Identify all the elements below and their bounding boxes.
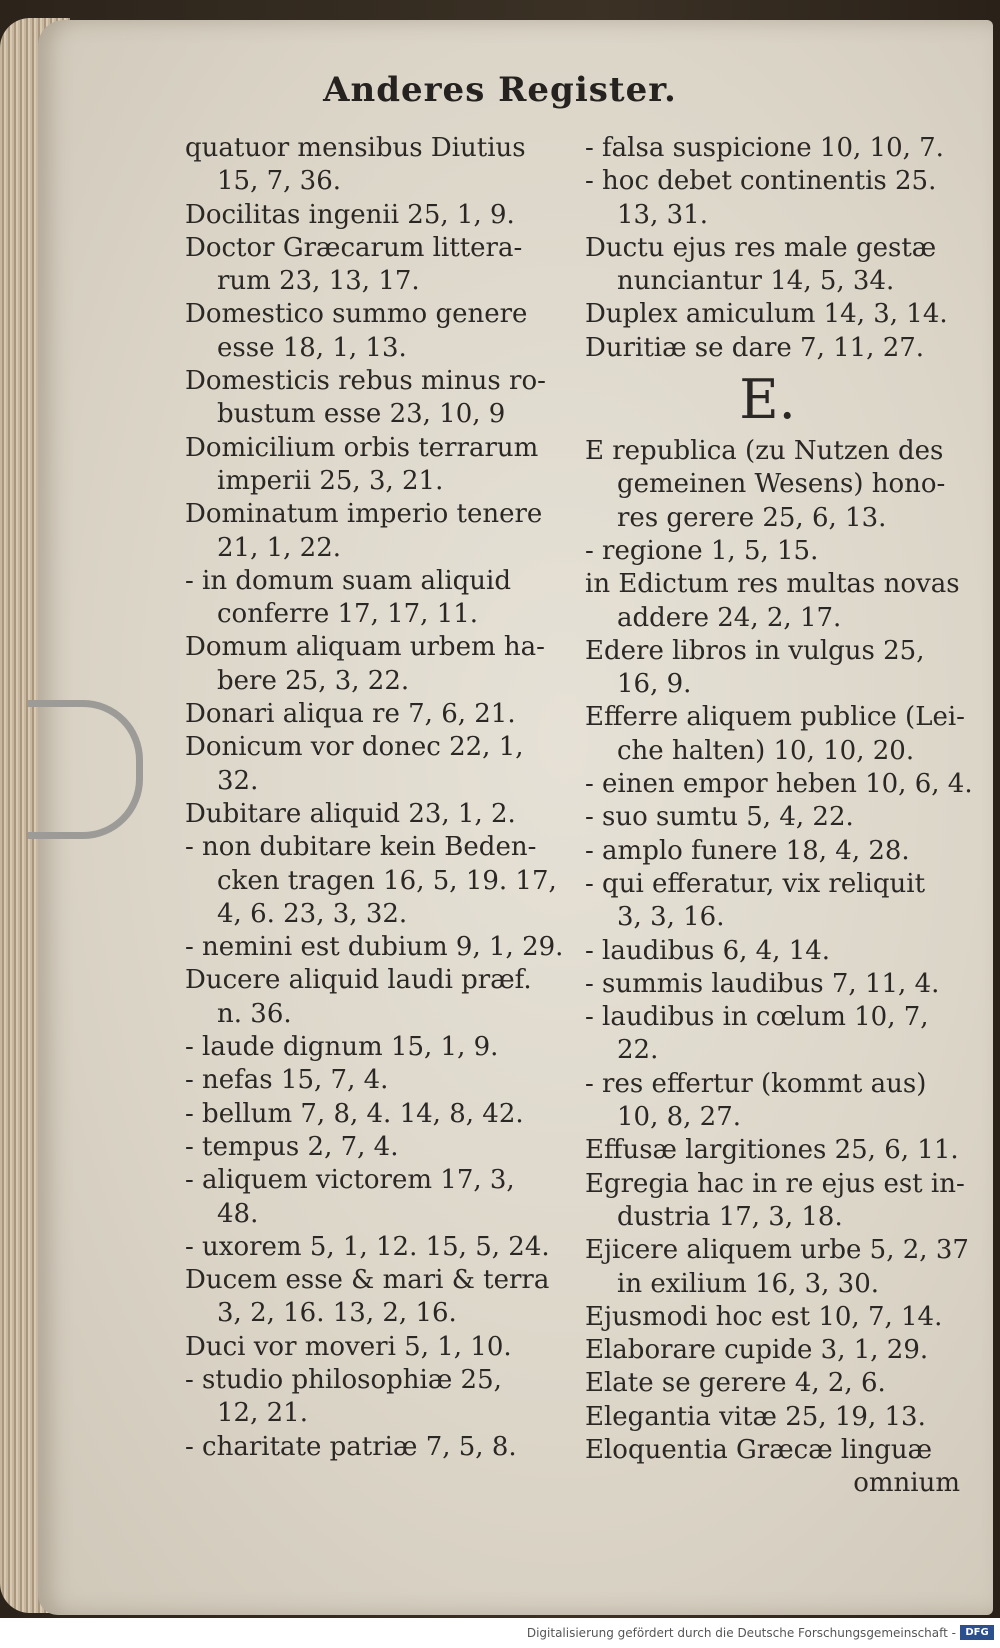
index-entry: - laudibus 6, 4, 14. bbox=[585, 935, 831, 966]
dfg-logo: DFG bbox=[960, 1625, 994, 1640]
index-entry: - regione 1, 5, 15. bbox=[585, 535, 819, 566]
paper-clip bbox=[28, 700, 143, 839]
index-entry: Effusæ largitiones 25, 6, 11. bbox=[585, 1135, 959, 1166]
index-entry-continuation: esse 18, 1, 13. bbox=[217, 332, 407, 363]
index-entry-continuation: 48. bbox=[217, 1198, 259, 1229]
index-entry: - laude dignum 15, 1, 9. bbox=[185, 1032, 499, 1063]
index-entry: - amplo funere 18, 4, 28. bbox=[585, 835, 910, 866]
page-header: Anderes Register. bbox=[323, 70, 677, 110]
index-entry-continuation: n. 36. bbox=[217, 998, 292, 1029]
index-entry: Domestico summo genere bbox=[185, 299, 528, 330]
index-entry-continuation: gemeinen Wesens) hono- bbox=[617, 469, 946, 500]
index-entry: - nemini est dubium 9, 1, 29. bbox=[185, 932, 564, 963]
index-entry-continuation: addere 24, 2, 17. bbox=[617, 602, 842, 633]
index-entry-continuation: 32. bbox=[217, 765, 259, 796]
section-letter: E. bbox=[739, 368, 796, 432]
index-entry: Docilitas ingenii 25, 1, 9. bbox=[185, 199, 515, 230]
footer-bar bbox=[0, 1618, 1000, 1648]
index-entry: - hoc debet continentis 25. bbox=[585, 166, 937, 197]
index-entry: Eloquentia Græcæ linguæ bbox=[585, 1434, 933, 1465]
index-entry-continuation: 13, 31. bbox=[617, 199, 708, 230]
index-entry: in Edictum res multas novas bbox=[585, 569, 960, 600]
index-entry-continuation: dustria 17, 3, 18. bbox=[617, 1201, 843, 1232]
index-entry-continuation: conferre 17, 17, 11. bbox=[217, 599, 479, 630]
index-entry: Ductu ejus res male gestæ bbox=[585, 232, 937, 263]
index-entry-continuation: 10, 8, 27. bbox=[617, 1102, 742, 1133]
index-entry: Ducem esse & mari & terra bbox=[185, 1265, 550, 1296]
index-entry: Ejusmodi hoc est 10, 7, 14. bbox=[585, 1301, 943, 1332]
index-entry: Domicilium orbis terrarum bbox=[185, 432, 539, 463]
index-entry: - aliquem victorem 17, 3, bbox=[185, 1165, 515, 1196]
index-entry: Ducere aliquid laudi præf. bbox=[185, 965, 532, 996]
index-entry-continuation: 12, 21. bbox=[217, 1398, 308, 1429]
index-entry-continuation: rum 23, 13, 17. bbox=[217, 266, 420, 297]
index-entry: Ejicere aliquem urbe 5, 2, 37 bbox=[585, 1235, 969, 1266]
index-entry: Domesticis rebus minus ro- bbox=[185, 366, 546, 397]
index-entry-continuation: in exilium 16, 3, 30. bbox=[617, 1268, 880, 1299]
index-entry: - non dubitare kein Beden- bbox=[185, 832, 537, 863]
index-entry-continuation: 3, 3, 16. bbox=[617, 902, 725, 933]
index-entry-continuation: che halten) 10, 10, 20. bbox=[617, 735, 915, 766]
index-entry-continuation: 16, 9. bbox=[617, 669, 692, 700]
index-entry: quatuor mensibus Diutius bbox=[185, 133, 526, 163]
index-entry: - nefas 15, 7, 4. bbox=[185, 1065, 389, 1096]
index-entry: Edere libros in vulgus 25, bbox=[585, 635, 925, 666]
index-entry: - uxorem 5, 1, 12. 15, 5, 24. bbox=[185, 1231, 550, 1262]
index-entry: Duplex amiculum 14, 3, 14. bbox=[585, 299, 948, 330]
index-entry-continuation: cken tragen 16, 5, 19. 17, bbox=[217, 865, 557, 896]
left-column bbox=[185, 132, 565, 1464]
index-entry: Donicum vor donec 22, 1, bbox=[185, 732, 524, 763]
index-entry: E republica (zu Nutzen des bbox=[585, 436, 944, 467]
right-column bbox=[585, 132, 973, 1501]
index-entry-continuation: 4, 6. 23, 3, 32. bbox=[217, 898, 408, 929]
index-entry: - charitate patriæ 7, 5, 8. bbox=[185, 1431, 517, 1462]
index-entry: Duritiæ se dare 7, 11, 27. bbox=[585, 332, 925, 363]
index-entry: Dominatum imperio tenere bbox=[185, 499, 543, 530]
index-entry: - res effertur (kommt aus) bbox=[585, 1068, 927, 1099]
index-entry-continuation: imperii 25, 3, 21. bbox=[217, 465, 444, 496]
index-entry-continuation: 21, 1, 22. bbox=[217, 532, 342, 563]
index-entry: - qui efferatur, vix reliquit bbox=[585, 868, 926, 899]
index-entry: Doctor Græcarum littera- bbox=[185, 232, 523, 263]
index-entry: Efferre aliquem publice (Lei- bbox=[585, 702, 965, 733]
footer-credit: Digitalisierung gefördert durch die Deutsche Forschungsgemeinschaft - bbox=[526, 1626, 956, 1640]
index-entry-continuation: 22. bbox=[617, 1035, 659, 1066]
index-entry-continuation: bustum esse 23, 10, 9 bbox=[217, 399, 506, 430]
index-entry: - summis laudibus 7, 11, 4. bbox=[585, 968, 940, 999]
index-entry: Elate se gerere 4, 2, 6. bbox=[585, 1368, 886, 1399]
index-entry: - suo sumtu 5, 4, 22. bbox=[585, 802, 854, 833]
index-entry-continuation: res gerere 25, 6, 13. bbox=[617, 502, 887, 533]
index-entry: - falsa suspicione 10, 10, 7. bbox=[585, 133, 944, 163]
index-entry-continuation: 3, 2, 16. 13, 2, 16. bbox=[217, 1298, 457, 1329]
index-entry: - tempus 2, 7, 4. bbox=[185, 1131, 399, 1162]
index-entry: - in domum suam aliquid bbox=[185, 565, 511, 596]
index-entry: - einen empor heben 10, 6, 4. bbox=[585, 769, 973, 800]
index-entry: Elegantia vitæ 25, 19, 13. bbox=[585, 1401, 926, 1432]
index-entry: - laudibus in cœlum 10, 7, bbox=[585, 1002, 929, 1033]
index-entry: - bellum 7, 8, 4. 14, 8, 42. bbox=[185, 1098, 524, 1129]
index-entry: - studio philosophiæ 25, bbox=[185, 1364, 502, 1395]
index-entry: Egregia hac in re ejus est in- bbox=[585, 1168, 965, 1199]
index-entry-continuation: nunciantur 14, 5, 34. bbox=[617, 266, 895, 297]
index-entry-continuation: bere 25, 3, 22. bbox=[217, 665, 410, 696]
catchword: omnium bbox=[853, 1468, 960, 1499]
index-entry: Donari aliqua re 7, 6, 21. bbox=[185, 699, 516, 730]
index-entry: Domum aliquam urbem ha- bbox=[185, 632, 545, 663]
index-entry: Duci vor moveri 5, 1, 10. bbox=[185, 1331, 512, 1362]
index-entry: Dubitare aliquid 23, 1, 2. bbox=[185, 798, 516, 829]
index-entry: Elaborare cupide 3, 1, 29. bbox=[585, 1335, 929, 1366]
index-entry-continuation: 15, 7, 36. bbox=[217, 166, 342, 197]
